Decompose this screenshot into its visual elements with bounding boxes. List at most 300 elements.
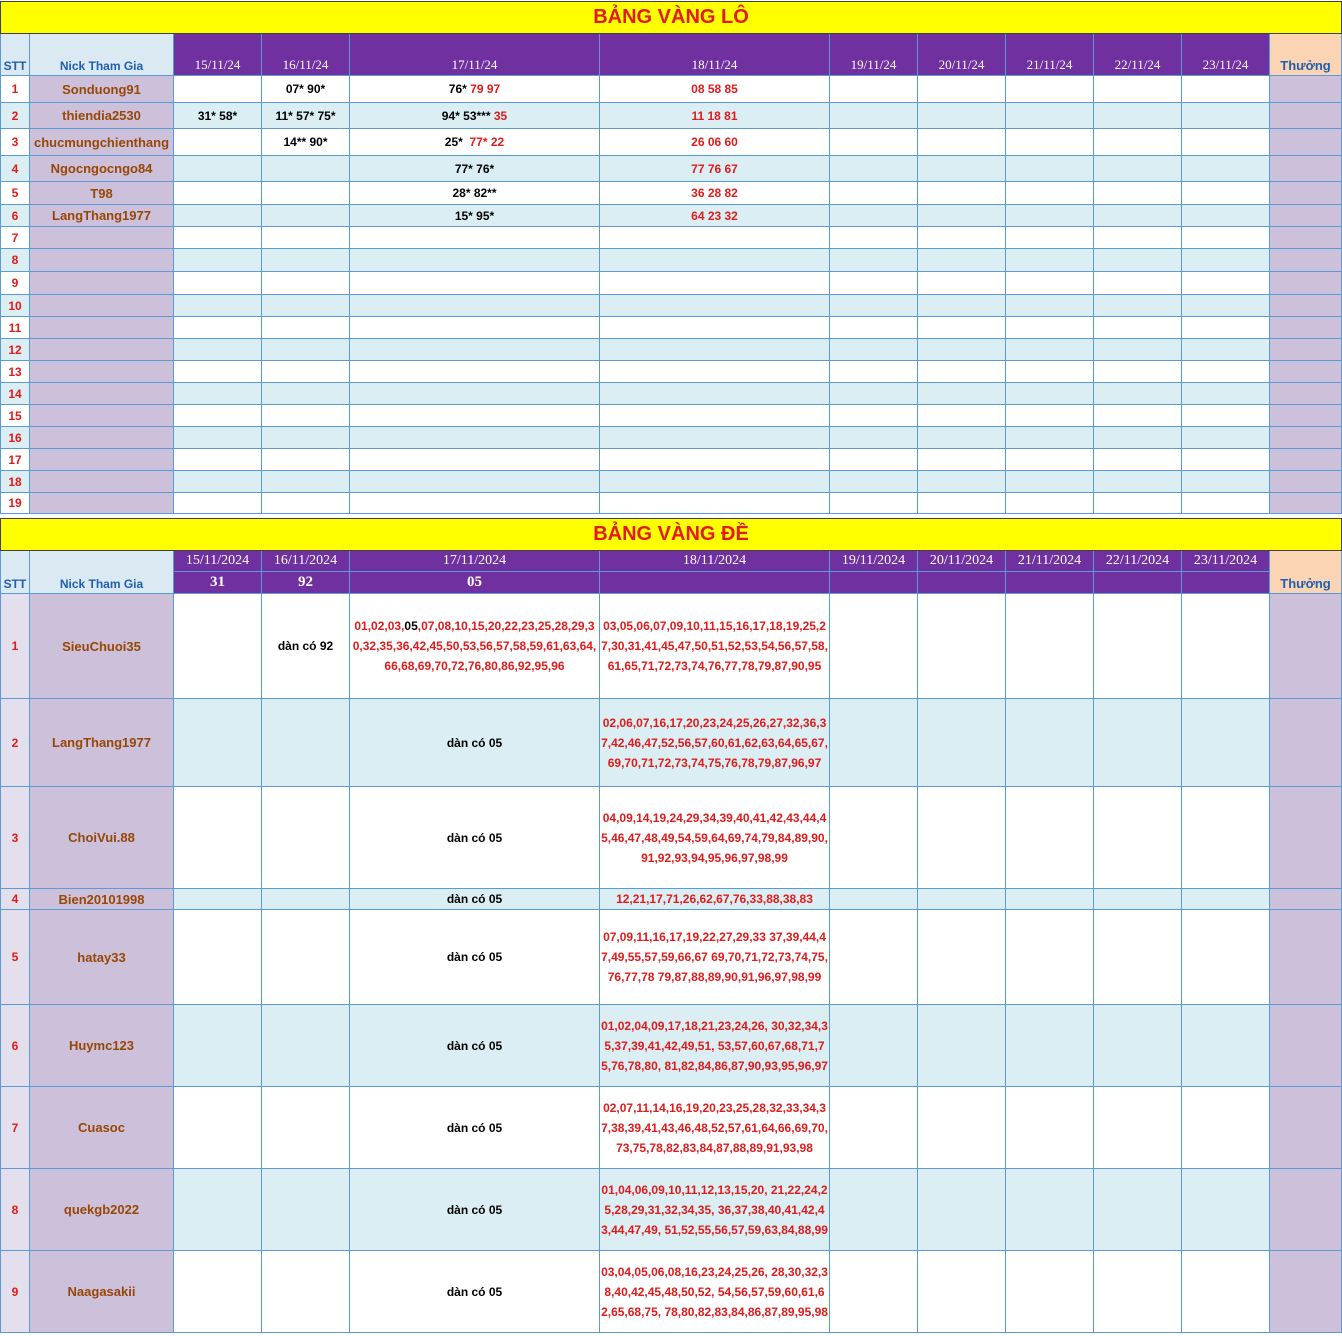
lo-cell-empty <box>830 182 918 205</box>
lo-cell-empty <box>1006 205 1094 227</box>
lo-cell-15 <box>174 129 262 156</box>
lo-cell-17-part: 25* <box>444 135 470 149</box>
lo-cell-15 <box>174 227 262 249</box>
de-cell-16 <box>262 889 350 910</box>
lo-cell-15 <box>174 383 262 405</box>
lo-cell-17 <box>350 471 600 493</box>
de-body <box>1 594 1342 1333</box>
de-cell-empty <box>918 1169 1006 1251</box>
lo-row <box>1 493 1342 514</box>
row-thuong <box>1270 1087 1342 1169</box>
de-cell-16 <box>262 1005 350 1087</box>
de-cell-18: 01,02,04,09,17,18,21,23,24,26, 30,32,34,35,37,39,41,42,49,51, 53,57,60,67,68,71,75,76,78,80, 81,82,84,86,87,90,93,95,96,97 <box>600 1005 830 1087</box>
de-cell-empty <box>1006 787 1094 889</box>
row-stt: 19 <box>1 493 30 514</box>
lo-cell-empty <box>1094 249 1182 272</box>
de-result <box>1094 572 1182 594</box>
de-cell-16 <box>262 910 350 1005</box>
lo-cell-17-part: 77* 22 <box>469 135 505 149</box>
lo-cell-16: 14** 90* <box>262 129 350 156</box>
lo-header-stt: STT <box>1 34 30 76</box>
de-cell-empty <box>1182 699 1270 787</box>
row-stt: 2 <box>1 103 30 129</box>
row-nick <box>30 405 174 427</box>
lo-cell-17 <box>350 449 600 471</box>
de-cell-17-part: dàn có 05 <box>446 735 503 750</box>
lo-cell-empty <box>1182 493 1270 514</box>
lo-cell-empty <box>1094 205 1182 227</box>
lo-cell-17 <box>350 427 600 449</box>
row-stt: 8 <box>1 249 30 272</box>
lo-cell-18 <box>600 295 830 317</box>
row-thuong <box>1270 449 1342 471</box>
row-nick <box>30 272 174 295</box>
de-cell-empty <box>918 1005 1006 1087</box>
lo-cell-15 <box>174 182 262 205</box>
lo-cell-17 <box>350 156 600 182</box>
de-cell-17-part: dàn có 05 <box>446 950 503 964</box>
lo-cell-18 <box>600 405 830 427</box>
row-nick: Sonduong91 <box>30 76 174 103</box>
de-cell-15 <box>174 1087 262 1169</box>
lo-cell-empty <box>1182 383 1270 405</box>
de-cell-empty <box>1182 1087 1270 1169</box>
row-thuong <box>1270 383 1342 405</box>
lo-cell-empty <box>830 76 918 103</box>
lo-row <box>1 383 1342 405</box>
lo-cell-empty <box>1006 449 1094 471</box>
de-header-date: 18/11/2024 <box>600 551 830 572</box>
lo-cell-empty <box>918 103 1006 129</box>
de-header-date: 20/11/2024 <box>918 551 1006 572</box>
lo-cell-empty <box>1006 317 1094 339</box>
de-header-date: 15/11/2024 <box>174 551 262 572</box>
de-cell-empty <box>918 910 1006 1005</box>
lo-cell-18: 11 18 81 <box>600 103 830 129</box>
de-cell-empty <box>1182 787 1270 889</box>
lo-cell-16 <box>262 405 350 427</box>
lo-cell-16 <box>262 317 350 339</box>
lo-cell-empty <box>1094 471 1182 493</box>
lo-cell-17 <box>350 405 600 427</box>
row-nick <box>30 317 174 339</box>
lo-cell-15: 31* 58* <box>174 103 262 129</box>
lo-cell-15 <box>174 317 262 339</box>
de-cell-empty <box>1094 910 1182 1005</box>
row-thuong <box>1270 339 1342 361</box>
de-cell-17-part: dàn có 05 <box>446 1202 503 1217</box>
lo-cell-16 <box>262 156 350 182</box>
lo-cell-empty <box>1006 249 1094 272</box>
lo-row <box>1 205 1342 227</box>
lo-cell-17-part: 76* <box>448 82 471 96</box>
de-cell-15 <box>174 1005 262 1087</box>
lo-cell-empty <box>1006 361 1094 383</box>
de-cell-17-part: 05 <box>404 619 418 633</box>
de-row <box>1 1005 1342 1087</box>
de-cell-empty <box>1094 889 1182 910</box>
de-cell-15 <box>174 1251 262 1333</box>
de-cell-17 <box>350 1169 600 1251</box>
lo-cell-empty <box>1182 471 1270 493</box>
de-cell-empty <box>1094 699 1182 787</box>
lo-cell-empty <box>1006 295 1094 317</box>
lo-cell-16 <box>262 361 350 383</box>
row-nick <box>30 427 174 449</box>
lo-cell-15 <box>174 249 262 272</box>
lo-cell-empty <box>1006 272 1094 295</box>
lo-cell-empty <box>1006 383 1094 405</box>
lo-cell-17 <box>350 272 600 295</box>
lo-cell-empty <box>830 205 918 227</box>
lo-cell-15 <box>174 295 262 317</box>
lo-header-date: 15/11/24 <box>174 34 262 76</box>
de-cell-empty <box>830 699 918 787</box>
row-nick <box>30 471 174 493</box>
lo-row <box>1 361 1342 383</box>
row-nick: chucmungchienthang <box>30 129 174 156</box>
row-stt: 3 <box>1 129 30 156</box>
lo-cell-empty <box>918 249 1006 272</box>
de-cell-16: dàn có 92 <box>262 594 350 699</box>
row-thuong <box>1270 76 1342 103</box>
de-cell-empty <box>1182 910 1270 1005</box>
lo-cell-18 <box>600 272 830 295</box>
lo-header-date: 21/11/24 <box>1006 34 1094 76</box>
de-cell-15 <box>174 889 262 910</box>
lo-header-date: 18/11/24 <box>600 34 830 76</box>
lo-cell-17 <box>350 339 600 361</box>
lo-cell-18 <box>600 427 830 449</box>
lo-cell-18 <box>600 339 830 361</box>
de-result <box>918 572 1006 594</box>
row-thuong <box>1270 889 1342 910</box>
lo-cell-16 <box>262 471 350 493</box>
de-row <box>1 699 1342 787</box>
lo-cell-15 <box>174 405 262 427</box>
lo-cell-empty <box>918 295 1006 317</box>
de-cell-empty <box>1006 1087 1094 1169</box>
lo-cell-empty <box>1182 317 1270 339</box>
de-header-date: 19/11/2024 <box>830 551 918 572</box>
lo-cell-empty <box>830 103 918 129</box>
de-cell-18: 07,09,11,16,17,19,22,27,29,33 37,39,44,47,49,55,57,59,66,67 69,70,71,72,73,74,75,76,77,78 79,87,88,89,90,91,96,97,98,99 <box>600 910 830 1005</box>
de-cell-15 <box>174 1169 262 1251</box>
lo-cell-18: 26 06 60 <box>600 129 830 156</box>
de-cell-empty <box>918 1087 1006 1169</box>
row-stt: 16 <box>1 427 30 449</box>
lo-cell-empty <box>1006 103 1094 129</box>
de-result <box>1182 572 1270 594</box>
row-thuong <box>1270 272 1342 295</box>
lo-cell-empty <box>1182 449 1270 471</box>
lo-cell-17 <box>350 129 600 156</box>
row-thuong <box>1270 594 1342 699</box>
row-nick: LangThang1977 <box>30 205 174 227</box>
lo-cell-empty <box>1006 405 1094 427</box>
de-row <box>1 889 1342 910</box>
de-cell-empty <box>1006 1169 1094 1251</box>
row-stt: 5 <box>1 910 30 1005</box>
row-thuong <box>1270 493 1342 514</box>
row-nick: LangThang1977 <box>30 699 174 787</box>
lo-cell-15 <box>174 156 262 182</box>
lo-cell-17-part: 77* 76* <box>454 161 495 176</box>
lo-cell-15 <box>174 471 262 493</box>
row-stt: 6 <box>1 1005 30 1087</box>
lo-title: BẢNG VÀNG LÔ <box>1 2 1342 34</box>
lo-header-date: 16/11/24 <box>262 34 350 76</box>
de-cell-17 <box>350 1251 600 1333</box>
lo-cell-18 <box>600 317 830 339</box>
lo-cell-empty <box>1182 405 1270 427</box>
de-cell-18: 03,05,06,07,09,10,11,15,16,17,18,19,25,27,30,31,41,45,47,50,51,52,53,54,56,57,58,61,65,71,72,73,74,76,77,78,79,87,90,95 <box>600 594 830 699</box>
row-thuong <box>1270 227 1342 249</box>
lo-cell-15 <box>174 76 262 103</box>
de-row <box>1 910 1342 1005</box>
de-cell-17 <box>350 1087 600 1169</box>
lo-cell-empty <box>1094 103 1182 129</box>
lo-row <box>1 156 1342 182</box>
row-stt: 8 <box>1 1169 30 1251</box>
row-thuong <box>1270 249 1342 272</box>
de-cell-empty <box>1182 1005 1270 1087</box>
lo-cell-18 <box>600 383 830 405</box>
row-stt: 14 <box>1 383 30 405</box>
lo-row <box>1 227 1342 249</box>
de-cell-empty <box>918 699 1006 787</box>
lo-cell-17 <box>350 361 600 383</box>
row-thuong <box>1270 1169 1342 1251</box>
lo-cell-15 <box>174 449 262 471</box>
lo-cell-empty <box>1182 76 1270 103</box>
lo-cell-empty <box>918 182 1006 205</box>
row-nick <box>30 449 174 471</box>
lo-cell-16 <box>262 339 350 361</box>
row-stt: 2 <box>1 699 30 787</box>
de-cell-17-part: ,07,08,10,15,20,22,23,25,28,29,30,32,35,36,42,45,50,53,56,57,58,59,61,63,64,66,68,69,70,72,76,80,86,92,95,96 <box>352 619 597 673</box>
de-cell-15 <box>174 787 262 889</box>
lo-cell-empty <box>1094 129 1182 156</box>
de-cell-17-part: dàn có 05 <box>446 1038 503 1053</box>
lo-cell-empty <box>830 227 918 249</box>
de-cell-empty <box>918 1251 1006 1333</box>
de-result: 31 <box>174 572 262 594</box>
lo-cell-17-part: 94* 53*** <box>441 108 494 123</box>
de-row <box>1 1087 1342 1169</box>
lo-cell-16 <box>262 227 350 249</box>
lo-cell-16 <box>262 427 350 449</box>
de-cell-18: 02,07,11,14,16,19,20,23,25,28,32,33,34,37,38,39,41,43,46,48,52,57,61,64,66,69,70,73,75,78,82,83,84,87,88,89,91,93,98 <box>600 1087 830 1169</box>
row-stt: 13 <box>1 361 30 383</box>
lo-cell-18 <box>600 227 830 249</box>
lo-cell-empty <box>1094 361 1182 383</box>
lo-cell-empty <box>830 129 918 156</box>
de-header-stt: STT <box>1 551 30 594</box>
lo-header-date: 20/11/24 <box>918 34 1006 76</box>
de-cell-17 <box>350 889 600 910</box>
row-stt: 9 <box>1 272 30 295</box>
row-stt: 1 <box>1 594 30 699</box>
lo-header-date: 23/11/24 <box>1182 34 1270 76</box>
lo-cell-empty <box>1182 103 1270 129</box>
row-thuong <box>1270 182 1342 205</box>
lo-cell-empty <box>1182 156 1270 182</box>
row-thuong <box>1270 103 1342 129</box>
row-nick <box>30 227 174 249</box>
lo-header-date: 17/11/24 <box>350 34 600 76</box>
de-cell-18: 01,04,06,09,10,11,12,13,15,20, 21,22,24,25,28,29,31,32,34,35, 36,37,38,40,41,42,43,44,47,49, 51,52,55,56,57,59,63,84,88,99 <box>600 1169 830 1251</box>
de-cell-empty <box>1182 594 1270 699</box>
lo-cell-16 <box>262 272 350 295</box>
lo-cell-empty <box>830 471 918 493</box>
row-thuong <box>1270 156 1342 182</box>
lo-cell-18 <box>600 249 830 272</box>
row-stt: 1 <box>1 76 30 103</box>
de-cell-15 <box>174 594 262 699</box>
lo-cell-15 <box>174 205 262 227</box>
row-stt: 12 <box>1 339 30 361</box>
de-cell-17 <box>350 699 600 787</box>
lo-cell-empty <box>1182 272 1270 295</box>
lo-cell-18: 77 76 67 <box>600 156 830 182</box>
de-cell-empty <box>918 594 1006 699</box>
de-cell-empty <box>1006 699 1094 787</box>
row-thuong <box>1270 910 1342 1005</box>
lo-cell-empty <box>918 449 1006 471</box>
lo-cell-empty <box>830 272 918 295</box>
lo-cell-empty <box>1094 272 1182 295</box>
lo-cell-empty <box>918 471 1006 493</box>
row-nick: Bien20101998 <box>30 889 174 910</box>
de-row <box>1 594 1342 699</box>
lo-cell-empty <box>1006 182 1094 205</box>
lo-cell-empty <box>830 156 918 182</box>
de-cell-empty <box>1094 787 1182 889</box>
row-nick <box>30 383 174 405</box>
row-nick: thiendia2530 <box>30 103 174 129</box>
lo-cell-16 <box>262 295 350 317</box>
lo-cell-16 <box>262 383 350 405</box>
row-thuong <box>1270 361 1342 383</box>
lo-cell-empty <box>1006 76 1094 103</box>
de-header-nick: Nick Tham Gia <box>30 551 174 594</box>
lo-cell-17-part: 35 <box>493 108 508 123</box>
de-cell-17-part: dàn có 05 <box>446 830 503 845</box>
lo-cell-empty <box>1182 249 1270 272</box>
lo-cell-17 <box>350 493 600 514</box>
lo-cell-15 <box>174 427 262 449</box>
de-cell-empty <box>830 889 918 910</box>
row-nick: quekgb2022 <box>30 1169 174 1251</box>
de-table <box>0 518 1342 1333</box>
row-thuong <box>1270 1251 1342 1333</box>
row-thuong <box>1270 405 1342 427</box>
lo-row <box>1 317 1342 339</box>
lo-cell-empty <box>1182 129 1270 156</box>
lo-cell-17 <box>350 205 600 227</box>
row-nick <box>30 295 174 317</box>
lo-row <box>1 295 1342 317</box>
row-thuong <box>1270 205 1342 227</box>
row-stt: 3 <box>1 787 30 889</box>
lo-cell-empty <box>1094 405 1182 427</box>
de-cell-17 <box>350 910 600 1005</box>
de-title: BẢNG VÀNG ĐỀ <box>1 519 1342 551</box>
lo-cell-empty <box>1182 339 1270 361</box>
row-nick: ChoiVui.88 <box>30 787 174 889</box>
row-stt: 5 <box>1 182 30 205</box>
lo-cell-17-part: 15* 95* <box>454 208 495 223</box>
row-thuong <box>1270 129 1342 156</box>
row-stt: 4 <box>1 156 30 182</box>
lo-cell-empty <box>830 361 918 383</box>
lo-row <box>1 449 1342 471</box>
lo-cell-empty <box>1006 427 1094 449</box>
lo-cell-16 <box>262 449 350 471</box>
row-thuong <box>1270 427 1342 449</box>
lo-cell-17 <box>350 295 600 317</box>
de-cell-empty <box>1094 1087 1182 1169</box>
lo-cell-15 <box>174 361 262 383</box>
lo-cell-empty <box>918 76 1006 103</box>
lo-cell-empty <box>830 383 918 405</box>
de-result <box>830 572 918 594</box>
row-stt: 17 <box>1 449 30 471</box>
lo-header-thuong: Thưởng <box>1270 34 1342 76</box>
de-header-date: 17/11/2024 <box>350 551 600 572</box>
lo-row <box>1 427 1342 449</box>
lo-cell-empty <box>1006 227 1094 249</box>
lo-cell-17-part: 28* 82** <box>452 186 497 200</box>
de-cell-17 <box>350 594 600 699</box>
de-cell-empty <box>1182 1251 1270 1333</box>
de-cell-empty <box>830 1087 918 1169</box>
row-stt: 9 <box>1 1251 30 1333</box>
lo-cell-empty <box>1094 339 1182 361</box>
lo-cell-empty <box>918 227 1006 249</box>
de-cell-17 <box>350 1005 600 1087</box>
row-stt: 6 <box>1 205 30 227</box>
lo-cell-15 <box>174 339 262 361</box>
de-cell-18: 02,06,07,16,17,20,23,24,25,26,27,32,36,37,42,46,47,52,56,57,60,61,62,63,64,65,67,69,70,71,72,73,74,75,76,78,79,87,96,97 <box>600 699 830 787</box>
lo-cell-17 <box>350 317 600 339</box>
lo-cell-17 <box>350 182 600 205</box>
lo-cell-empty <box>918 339 1006 361</box>
de-cell-empty <box>1094 594 1182 699</box>
lo-cell-empty <box>1094 76 1182 103</box>
de-cell-empty <box>830 1005 918 1087</box>
de-cell-empty <box>1182 889 1270 910</box>
lo-header-date: 19/11/24 <box>830 34 918 76</box>
lo-cell-empty <box>918 129 1006 156</box>
de-cell-empty <box>1094 1251 1182 1333</box>
lo-cell-empty <box>1094 182 1182 205</box>
row-stt: 4 <box>1 889 30 910</box>
de-cell-empty <box>1006 594 1094 699</box>
lo-cell-empty <box>1006 339 1094 361</box>
lo-header-date: 22/11/24 <box>1094 34 1182 76</box>
row-thuong <box>1270 317 1342 339</box>
lo-cell-15 <box>174 272 262 295</box>
lo-cell-empty <box>918 383 1006 405</box>
row-nick <box>30 361 174 383</box>
lo-cell-empty <box>830 449 918 471</box>
de-result: 92 <box>262 572 350 594</box>
lo-cell-empty <box>830 339 918 361</box>
de-result: 05 <box>350 572 600 594</box>
lo-cell-empty <box>830 493 918 514</box>
